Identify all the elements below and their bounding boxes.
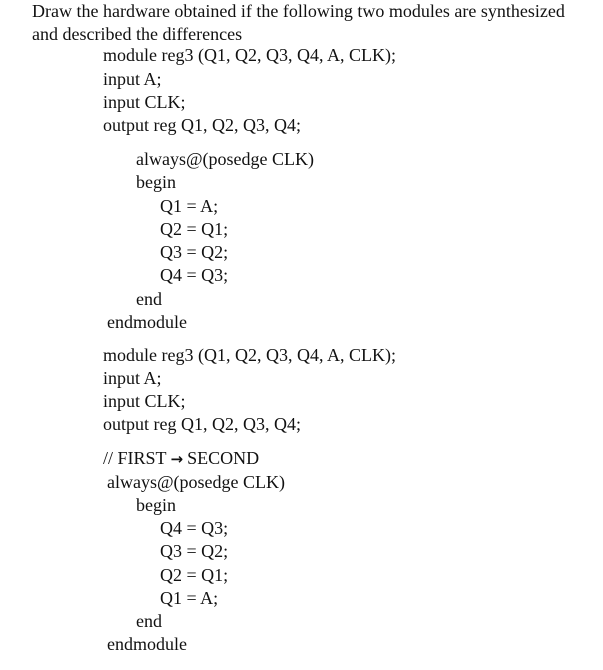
- module-1-stmt: Q3 = Q2;: [160, 242, 229, 262]
- module-1-always: always@(posedge CLK): [136, 149, 315, 169]
- module-1-output: output reg Q1, Q2, Q3, Q4;: [103, 115, 301, 135]
- module-1-endmodule: endmodule: [107, 312, 187, 332]
- module-2-input-clk: input CLK;: [103, 391, 186, 411]
- module-1-declaration: module reg3 (Q1, Q2, Q3, Q4, A, CLK);: [103, 45, 396, 65]
- module-2-output: output reg Q1, Q2, Q3, Q4;: [103, 414, 301, 434]
- module-2-input-a: input A;: [103, 368, 162, 388]
- module-1-stmt: Q2 = Q1;: [160, 219, 229, 239]
- module-2-endmodule: endmodule: [107, 634, 187, 654]
- module-2-always: always@(posedge CLK): [107, 472, 286, 492]
- module-1-stmt: Q4 = Q3;: [160, 265, 229, 285]
- question-text: [32, 0, 592, 46]
- arrow-right-icon: →: [170, 450, 184, 468]
- comment-prefix: // FIRST: [103, 448, 167, 468]
- module-2-comment: [103, 447, 259, 470]
- question-line-1: Draw the hardware obtained if the following two modules are synthesized: [32, 1, 565, 21]
- module-2-begin: begin: [136, 495, 176, 515]
- module-2-end: end: [136, 611, 162, 631]
- module-2-declaration: module reg3 (Q1, Q2, Q3, Q4, A, CLK);: [103, 345, 396, 365]
- module-2-stmt: Q1 = A;: [160, 588, 219, 608]
- module-1-input-clk: input CLK;: [103, 92, 186, 112]
- module-2-stmt: Q3 = Q2;: [160, 541, 229, 561]
- module-1-end: end: [136, 289, 162, 309]
- module-2-stmt: Q4 = Q3;: [160, 518, 229, 538]
- module-1-begin: begin: [136, 172, 176, 192]
- module-2-stmt: Q2 = Q1;: [160, 565, 229, 585]
- module-1-stmt: Q1 = A;: [160, 196, 219, 216]
- module-1-input-a: input A;: [103, 69, 162, 89]
- comment-suffix: SECOND: [187, 448, 260, 468]
- question-line-2: and described the differences: [32, 24, 243, 44]
